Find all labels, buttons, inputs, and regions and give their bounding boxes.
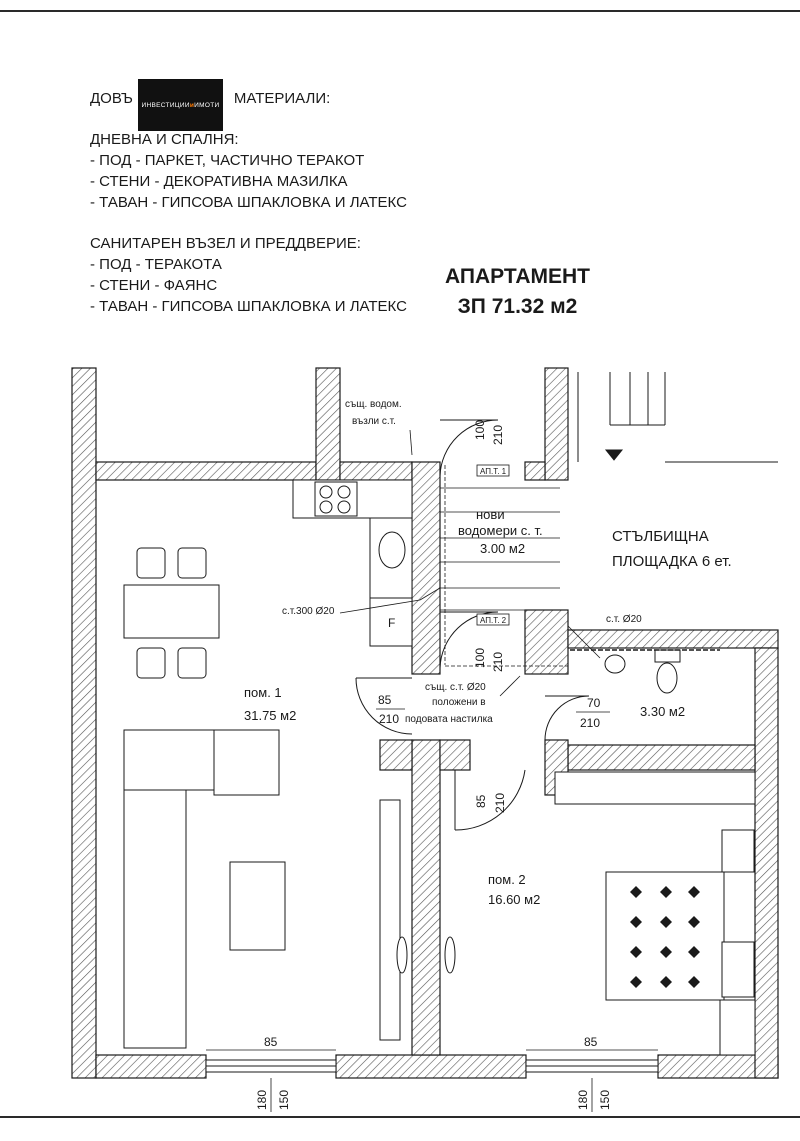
- wardrobe: [555, 772, 755, 804]
- floor-pipe-label-1: същ. с.т. Ø20: [425, 682, 486, 693]
- nightstand: [722, 942, 754, 997]
- section-1-line: - ПОД - ПАРКЕТ, ЧАСТИЧНО ТЕРАКОТ: [90, 152, 365, 169]
- staircase-label-1: СТЪЛБИЩНА: [612, 528, 709, 545]
- wall: [72, 368, 96, 1078]
- bathroom-fixtures: [570, 650, 720, 693]
- nightstand: [722, 830, 754, 872]
- wall: [412, 740, 440, 1055]
- room-1-name: пом. 1: [244, 685, 282, 700]
- water-risers-label-1: същ. водом.: [345, 399, 402, 410]
- sofa-back: [124, 790, 186, 1048]
- wall: [96, 1055, 206, 1078]
- new-meters-label-2: водомери с. т.: [458, 523, 543, 538]
- wall: [525, 610, 568, 674]
- dining-table: [124, 585, 219, 638]
- riser-20-label: с.т. Ø20: [606, 614, 642, 625]
- chair: [137, 548, 165, 578]
- wall: [525, 462, 545, 480]
- dim-210-bath: 210: [580, 716, 601, 730]
- logo-suffix: ИМОТИ: [194, 101, 220, 109]
- logo-prefix: ИНВЕСТИЦИИ: [141, 101, 190, 109]
- section-2-line: - СТЕНИ - ФАЯНС: [90, 277, 218, 294]
- wall: [412, 462, 440, 674]
- room-2-area: 16.60 м2: [488, 892, 541, 907]
- title-line-1: АПАРТАМЕНТ: [444, 265, 591, 288]
- hall-area: 3.00 м2: [480, 541, 526, 556]
- chair: [178, 648, 206, 678]
- stair-arrow-icon: [606, 450, 622, 460]
- section-1-title: ДНЕВНА И СПАЛНЯ:: [90, 131, 239, 148]
- dim-100-mid: 100: [473, 647, 487, 668]
- apt2-label: АП.Т. 2: [480, 616, 507, 625]
- dim-85-window-2: 85: [584, 1035, 598, 1049]
- tv-unit: [380, 800, 400, 1040]
- dining-set: [124, 548, 219, 678]
- toilet-tank: [655, 650, 680, 662]
- wall: [96, 462, 316, 480]
- bedroom-furniture: [555, 772, 755, 1055]
- sofa-chaise: [214, 730, 279, 795]
- chair: [178, 548, 206, 578]
- dim-210-door-2: 210: [493, 792, 507, 813]
- dim-150-window-1: 150: [277, 1089, 291, 1110]
- dim-150-window-2: 150: [598, 1089, 612, 1110]
- notes-heading-left: ДОВЪ: [90, 90, 133, 107]
- wall: [545, 368, 568, 480]
- dim-85-door-1: 85: [378, 693, 392, 707]
- section-1-line: - ТАВАН - ГИПСОВА ШПАКЛОВКА И ЛАТЕКС: [90, 194, 407, 211]
- dim-100-top: 100: [473, 419, 487, 440]
- floor-pipe-label-3: подовата настилка: [405, 714, 493, 725]
- staircase: [578, 372, 778, 462]
- door-handle-icon: [397, 937, 407, 973]
- dim-85-door-2: 85: [474, 794, 488, 808]
- sink-icon: [379, 532, 405, 568]
- title-line-2: ЗП 71.32 м2: [457, 295, 578, 318]
- wall: [568, 745, 755, 770]
- wall: [568, 630, 778, 648]
- washbasin-icon: [605, 655, 625, 673]
- wall: [340, 462, 412, 480]
- notes-heading-right: МАТЕРИАЛИ:: [233, 90, 331, 107]
- dim-85-window-1: 85: [264, 1035, 278, 1049]
- dim-180-window-1: 180: [255, 1089, 269, 1110]
- dim-210-door-1: 210: [379, 712, 400, 726]
- floor-pipe-label-2: положени в: [432, 697, 486, 708]
- dim-210-mid: 210: [491, 651, 505, 672]
- living-furniture: [124, 730, 455, 1048]
- wall: [755, 648, 778, 1078]
- dim-180-window-2: 180: [576, 1089, 590, 1110]
- room-2-name: пом. 2: [488, 872, 526, 887]
- bathroom-area: 3.30 м2: [640, 704, 686, 719]
- wall: [316, 368, 340, 480]
- sofa: [124, 730, 214, 790]
- wall: [336, 1055, 526, 1078]
- dim-70-bath: 70: [587, 696, 601, 710]
- chair: [137, 648, 165, 678]
- section-2-title: САНИТАРЕН ВЪЗЕЛ И ПРЕДДВЕРИЕ:: [90, 235, 361, 252]
- wall: [440, 740, 470, 770]
- new-meters-label-1: нови: [476, 507, 505, 522]
- coffee-table: [230, 862, 285, 950]
- logo-accent: и: [189, 101, 195, 109]
- water-risers-label-2: възли с.т.: [352, 416, 396, 427]
- toilet-icon: [657, 663, 677, 693]
- section-2-line: - ПОД - ТЕРАКОТА: [90, 256, 222, 273]
- section-1-line: - СТЕНИ - ДЕКОРАТИВНА МАЗИЛКА: [90, 173, 348, 190]
- apt1-label: АП.Т. 1: [480, 467, 507, 476]
- riser-300-label: с.т.300 Ø20: [282, 606, 335, 617]
- staircase-label-2: ПЛОЩАДКА 6 ет.: [612, 553, 732, 570]
- desk: [720, 1000, 755, 1055]
- dim-210-top: 210: [491, 424, 505, 445]
- fridge-label: F: [388, 616, 396, 630]
- door-handle-icon: [445, 937, 455, 973]
- wall: [380, 740, 412, 770]
- room-1-area: 31.75 м2: [244, 708, 297, 723]
- section-2-line: - ТАВАН - ГИПСОВА ШПАКЛОВКА И ЛАТЕКС: [90, 298, 407, 315]
